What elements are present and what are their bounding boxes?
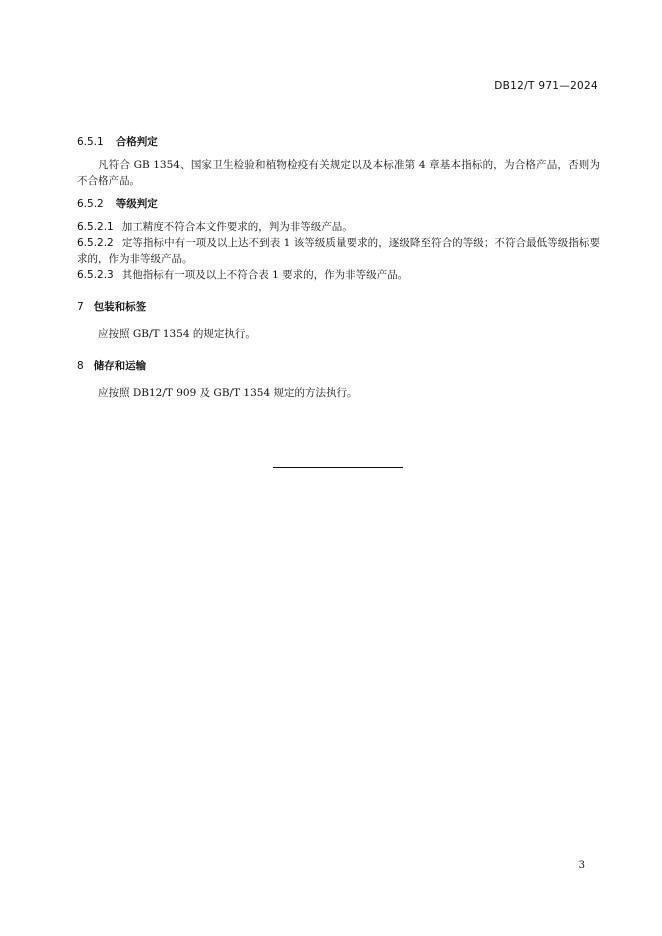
section-title: 等级判定 [115,198,158,210]
clause-text: 其他指标有一项及以上不符合表 1 要求的，作为非等级产品。 [121,269,409,281]
clause-6-5-2-2 [77,235,600,267]
clause-number: 6.5.2.2 [77,237,114,249]
paragraph-qualified: 凡符合 GB 1354、国家卫生检验和植物检疫有关规定以及本标准第 4 章基本指标的，为合格产品，否则为不合格产品。 [77,159,600,187]
page-body [77,134,600,401]
section-number: 7 [77,301,84,313]
section-number: 6.5.2 [77,198,104,210]
heading-6-5-1 [77,134,600,150]
section-number: 8 [77,360,84,372]
heading-6-5-2 [77,196,600,212]
paragraph-storage: 应按照 DB12/T 909 及 GB/T 1354 规定的方法执行。 [98,387,358,399]
document-code: DB12/T 971—2024 [494,80,598,92]
clause-text: 加工精度不符合本文件要求的，判为非等级产品。 [121,221,353,233]
clause-number: 6.5.2.3 [77,269,114,281]
section-title: 储存和运输 [93,360,147,372]
clause-6-5-2-3 [77,267,600,283]
heading-7 [77,299,600,315]
clause-number: 6.5.2.1 [77,221,114,233]
clause-text: 定等指标中有一项及以上达不到表 1 该等级质量要求的，逐级降至符合的等级；不符合最低等级指标要求的，作为非等级产品。 [77,237,600,265]
clause-6-5-2-1 [77,219,600,235]
section-number: 6.5.1 [77,136,104,148]
heading-8 [77,358,600,374]
section-title: 合格判定 [115,136,158,148]
paragraph-packaging: 应按照 GB/T 1354 的规定执行。 [98,328,256,340]
end-of-document-line [273,467,403,468]
section-title: 包装和标签 [93,301,147,313]
page-number: 3 [578,860,585,871]
